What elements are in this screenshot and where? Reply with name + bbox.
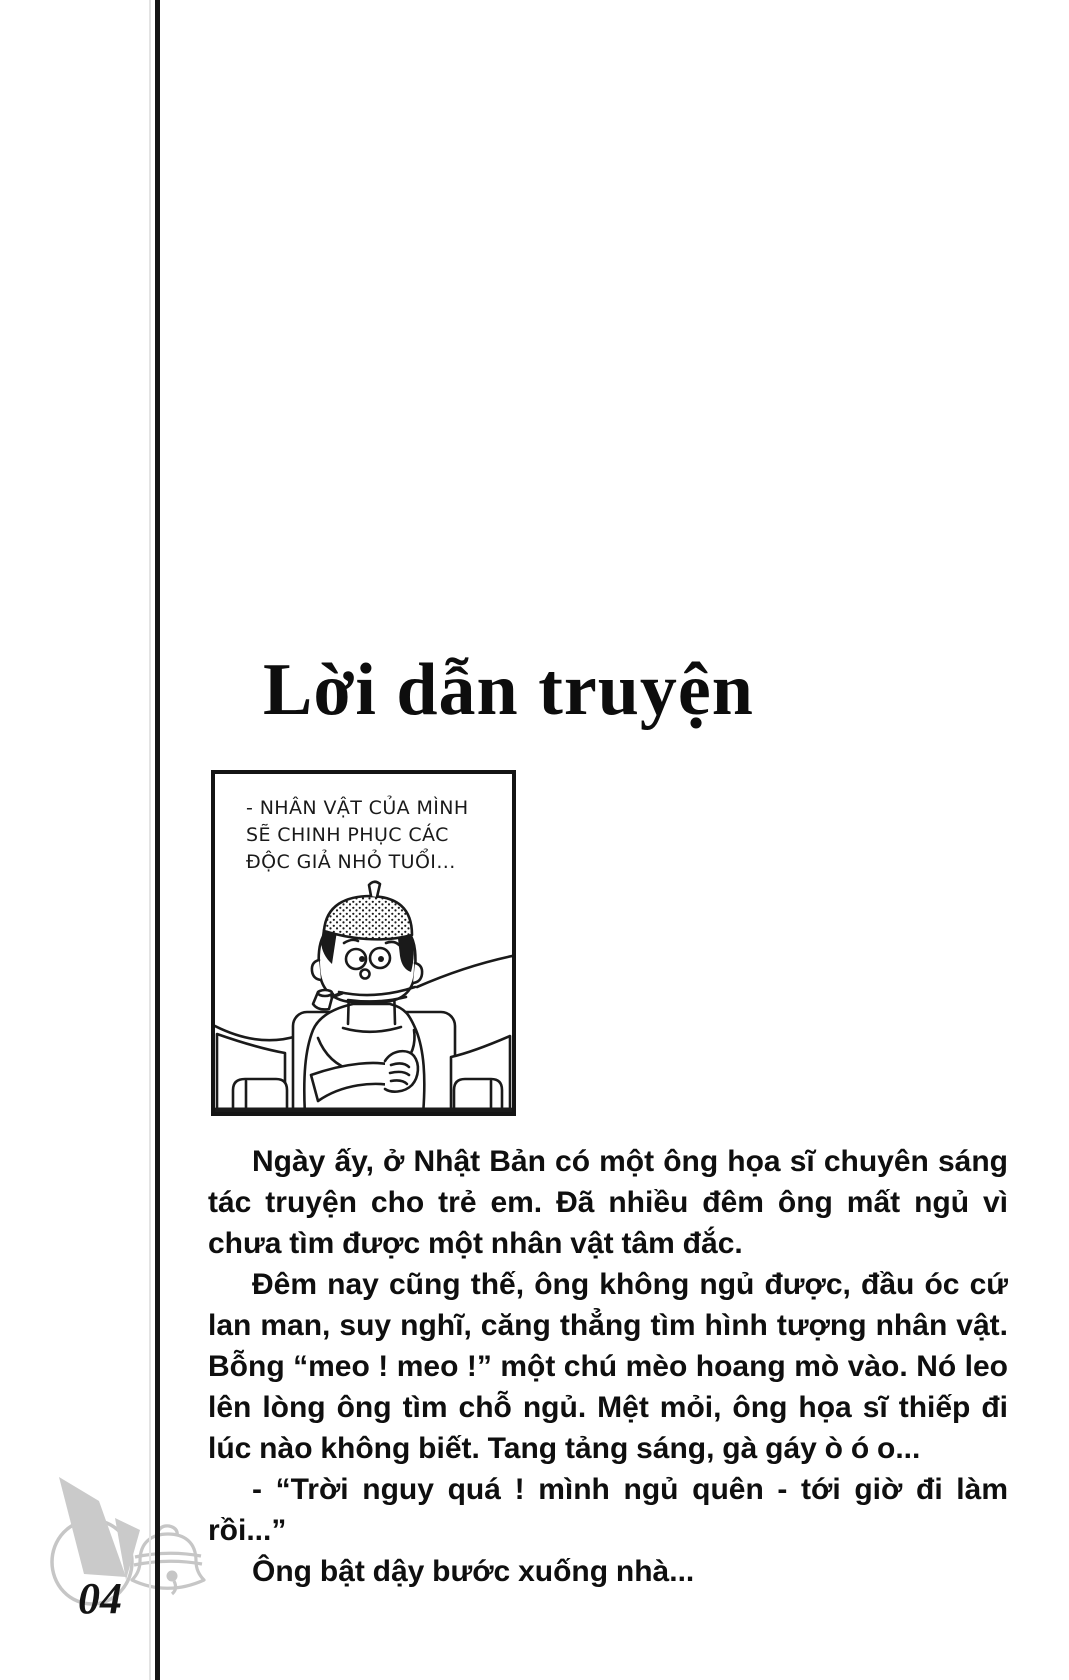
publisher-logo-bell-icon	[35, 1425, 235, 1655]
comic-panel	[211, 770, 516, 1116]
spine-shadow	[149, 0, 151, 1680]
speech-line: ĐỘC GIẢ NHỎ TUỔI...	[246, 851, 456, 873]
bubble-curve-right	[417, 956, 512, 987]
armrest-right	[454, 1079, 502, 1112]
armrest-left	[233, 1079, 287, 1112]
paragraph: Đêm nay cũng thế, ông không ngủ được, đầu óc cứ lan man, suy nghĩ, căng thẳng tìm hình tượng nhân vật. Bỗng “meo ! meo !” một chú mèo hoang mò vào. Nó leo lên lòng ông tìm chỗ ngủ. Mệt mỏi, ông họa sĩ thiếp đi lúc nào không biết. Tang tảng sáng, gà gáy ò ó o...	[208, 1268, 1008, 1465]
nose	[361, 970, 370, 979]
speech-text	[246, 795, 469, 876]
page-title: Lời dẫn truyện	[263, 649, 754, 731]
speech-line: SẼ CHINH PHỤC CÁC	[246, 824, 449, 846]
paragraph: - “Trời nguy quá ! mình ngủ quên - tới giờ đi làm rồi...”	[208, 1473, 1008, 1547]
hat-stem	[369, 882, 380, 897]
beret-hat	[324, 896, 412, 939]
paragraph: Ông bật dậy bước xuống nhà...	[252, 1555, 695, 1588]
narrative-text	[208, 1141, 1008, 1592]
bell-icon	[132, 1526, 204, 1594]
speech-line: - NHÂN VẬT CỦA MÌNH	[246, 797, 469, 819]
page-number: 04	[78, 1574, 122, 1623]
paragraph: Ngày ấy, ở Nhật Bản có một ông họa sĩ chuyên sáng tác truyện cho trẻ em. Đã nhiều đêm ông mất ngủ vì chưa tìm được một nhân vật tâm đắc.	[208, 1145, 1008, 1260]
spine-rule	[155, 0, 160, 1680]
